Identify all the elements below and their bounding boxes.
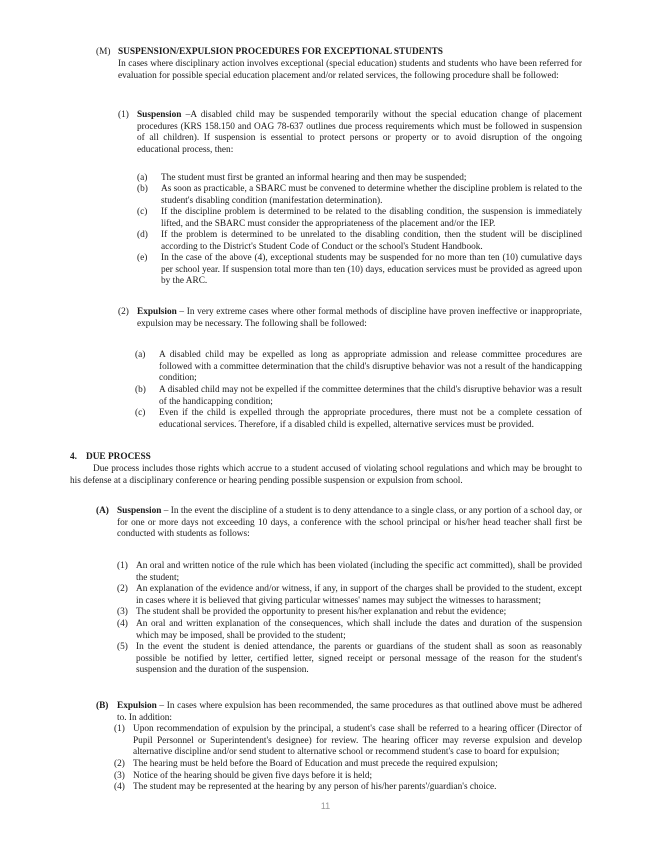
m2-sub-c-label: (c)	[135, 408, 146, 418]
a-sub-4-text: An oral and written explanation of the consequences, which shall include the dates and duration of the suspension which may be imposed, shall be provided to the student;	[136, 619, 582, 641]
m2-sub-a-label: (a)	[135, 350, 146, 360]
m-item-2-text	[137, 307, 582, 330]
page-number: 11	[320, 801, 331, 811]
m1-sub-c-label: (c)	[137, 207, 148, 217]
m-item-1-text	[137, 110, 582, 156]
section-4-title: DUE PROCESS	[86, 452, 151, 462]
section-4-label: 4.	[70, 452, 77, 462]
item-a-body: – In the event the discipline of a student is to deny attendance to a single class, or any portion of a school day, or for one or more days not exceeding 10 days, a conference with the school principal or his/her head teacher shall first be conducted with students as follows:	[117, 506, 582, 540]
m1-sub-d-label: (d)	[137, 230, 148, 240]
a-sub-1-text: An oral and written notice of the rule which has been violated (including the specific act committed), shall be provided the student;	[136, 561, 582, 583]
a-sub-1-label: (1)	[117, 561, 128, 571]
m-item-1-label: (1)	[118, 110, 129, 120]
m2-sub-c-text: Even if the child is expelled through the appropriate procedures, there must not be a complete cessation of educational services. Therefore, if a disabled child is expelled, alternative services must be provided.	[159, 408, 582, 430]
m1-sub-d-text: If the problem is determined to be unrelated to the disabling condition, then the student will be disciplined according to the District's Student Code of Conduct or the school's Student Handbook.	[161, 230, 582, 252]
b-sub-3-label: (3)	[114, 771, 125, 781]
b-sub-1-label: (1)	[114, 724, 125, 734]
item-b-heading: Expulsion	[117, 701, 157, 711]
m-item-2-label: (2)	[118, 307, 129, 317]
item-b-label: (B)	[96, 701, 109, 711]
section-4-intro: Due process includes those rights which accrue to a student accused of violating school regulations and which may be brought to his defense at a disciplinary conference or hearing pending possible suspension or expulsion from school.	[70, 464, 582, 486]
section-m-label: (M)	[96, 47, 111, 57]
b-sub-4-label: (4)	[114, 782, 125, 792]
m1-sub-c-text: If the discipline problem is determined to be related to the disabling condition, the suspension is immediately lifted, and the SBARC must consider the appropriateness of the placement and/or the IEP.	[161, 207, 582, 229]
m-item-1-body: –A disabled child may be suspended temporarily without the special education change of placement procedures (KRS 158.150 and OAG 78-637 outlines due process requirements which must be followed in suspension of all children). If suspension is essential to protect persons or property or to avoid disruption of the ongoing educational process, then:	[137, 110, 582, 155]
m1-sub-a-label: (a)	[137, 173, 148, 183]
a-sub-4-label: (4)	[117, 619, 128, 629]
item-b-body: – In cases where expulsion has been recommended, the same procedures as that outlined above must be adhered to. In addition:	[117, 701, 582, 723]
m-item-1-heading: Suspension	[137, 110, 182, 120]
b-sub-2-text: The hearing must be held before the Board of Education and must precede the required expulsion;	[133, 759, 498, 769]
a-sub-3-text: The student shall be provided the opportunity to present his/her explanation and rebut the evidence;	[136, 607, 507, 617]
b-sub-2-label: (2)	[114, 759, 125, 769]
item-a-heading: Suspension	[117, 506, 162, 516]
b-sub-4-text: The student may be represented at the hearing by any person of his/her parents'/guardian's choice.	[133, 782, 497, 792]
m1-sub-a-text: The student must first be granted an informal hearing and then may be suspended;	[161, 173, 467, 183]
b-sub-3-text: Notice of the hearing should be given five days before it is held;	[133, 771, 373, 781]
m1-sub-b-label: (b)	[137, 184, 148, 194]
b-sub-1-text: Upon recommendation of expulsion by the principal, a student's case shall be referred to a hearing officer (Director of Pupil Personnel or Superintendent's designee) for review. The hearing officer may reverse expulsion and develop alternative discipline and/or send student to alternative school or recommend student's case to board for expulsion;	[133, 724, 582, 758]
a-sub-3-label: (3)	[117, 607, 128, 617]
m2-sub-a-text: A disabled child may be expelled as long as appropriate admission and release committee procedures are followed with a committee determination that the child's disruptive behavior was not a result of the handicapping condition;	[159, 350, 582, 384]
item-a-text	[117, 506, 582, 541]
item-b-text	[117, 701, 582, 724]
m2-sub-b-label: (b)	[135, 385, 146, 395]
section-m-title: SUSPENSION/EXPULSION PROCEDURES FOR EXCEPTIONAL STUDENTS	[118, 47, 443, 57]
m-item-2-body: – In very extreme cases where other formal methods of discipline have proven ineffective or inappropriate, expulsion may be necessary. The following shall be followed:	[137, 307, 582, 329]
a-sub-2-label: (2)	[117, 584, 128, 594]
item-a-label: (A)	[96, 506, 109, 516]
m2-sub-b-text: A disabled child may not be expelled if the committee determines that the child's disruptive behavior was a result of the handicapping condition;	[159, 385, 582, 407]
m1-sub-e-text: In the case of the above (4), exceptional students may be suspended for no more than ten (10) cumulative days per school year. If suspension total more than ten (10) days, education services must be provided as agreed upon by the ARC.	[161, 253, 582, 287]
a-sub-5-text: In the event the student is denied attendance, the parents or guardians of the student shall as soon as reasonably possible be notified by letter, certified letter, signed receipt or personal message of the reason for the student's suspension and the duration of the suspension.	[136, 642, 582, 676]
a-sub-2-text: An explanation of the evidence and/or witness, if any, in support of the charges shall be provided to the student, except in cases where it is believed that giving particular witnesses' names may subject the witnesses to harassment;	[136, 584, 582, 606]
m1-sub-e-label: (e)	[137, 253, 148, 263]
m1-sub-b-text: As soon as practicable, a SBARC must be convened to determine whether the discipline problem is related to the student's disabling condition (manifestation determination).	[161, 184, 582, 206]
section-m-intro: In cases where disciplinary action involves exceptional (special education) students and students who have been referred for evaluation for possible special education placement and/or related services, the following procedure shall be followed:	[118, 59, 582, 81]
a-sub-5-label: (5)	[117, 642, 128, 652]
m-item-2-heading: Expulsion	[137, 307, 177, 317]
